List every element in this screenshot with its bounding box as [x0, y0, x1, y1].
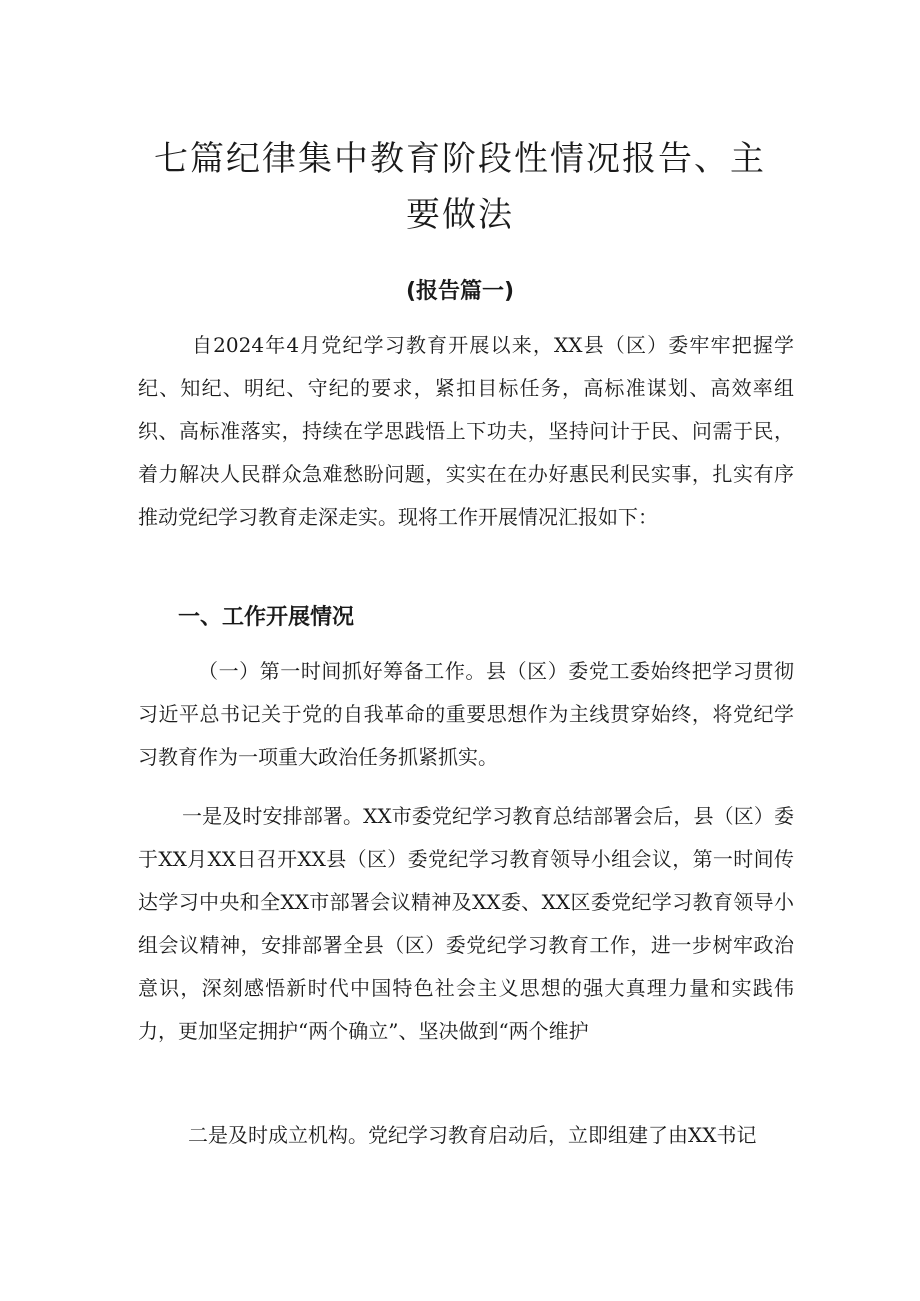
subsection-paragraph: （一）第一时间抓好筹备工作。县（区）委党工委始终把学习贯彻习近平总书记关于党的自我革命的重要思想作为主线贯穿始终，将党纪学习教育作为一项重大政治任务抓紧抓实。 [138, 659, 794, 769]
section-heading: 一、工作开展情况 [178, 605, 355, 630]
item-paragraph-1: 一是及时安排部署。XX市委党纪学习教育总结部署会后，县（区）委于XX月XX日召开XX县（区）委党纪学习教育领导小组会议，第一时间传达学习中央和全XX市部署会议精神及XX委、XX区委党纪学习教育领导小组会议精神，安排部署全县（区）委党纪学习教育工作，进一步树牢政治意识，深刻感悟新时代中国特色社会主义思想的强大真理力量和实践伟力，更加坚定拥护“两个确立”、坚决做到“两个维护 [138, 804, 794, 1043]
document-title: 七篇纪律集中教育阶段性情况报告、主要做法 [154, 138, 766, 235]
item-paragraph-2: 二是及时成立机构。党纪学习教育启动后，立即组建了由XX书记 [188, 1123, 757, 1147]
intro-paragraph: 自2024年4月党纪学习教育开展以来，XX县（区）委牢牢把握学纪、知纪、明纪、守纪的要求，紧扣目标任务，高标准谋划、高效率组织、高标准落实，持续在学思践悟上下功夫，坚持问计于民、问需于民，着力解决人民群众急难愁盼问题，实实在在办好惠民利民实事，扎实有序推动党纪学习教育走深走实。现将工作开展情况汇报如下： [138, 333, 794, 529]
document-subtitle: (报告篇一) [405, 279, 515, 304]
